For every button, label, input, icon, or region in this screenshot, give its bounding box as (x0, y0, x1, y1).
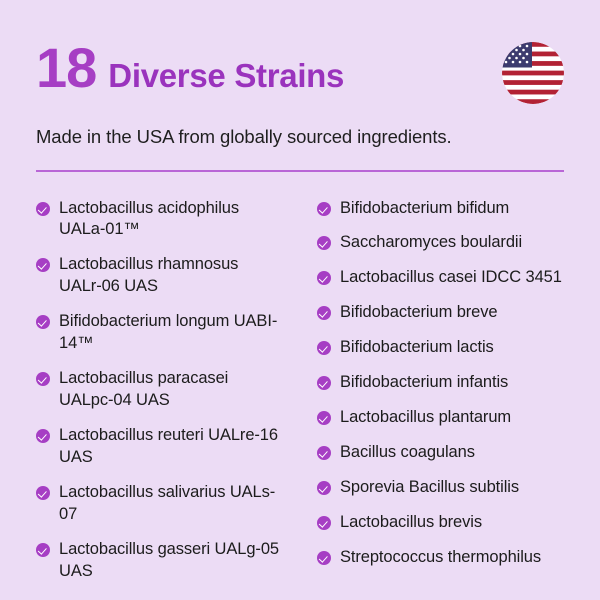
strain-name: Lactobacillus acidophilus UALa-01™ (59, 198, 240, 239)
strain-name: Sporevia Bacillus subtilis (340, 478, 519, 496)
list-item (36, 198, 283, 242)
check-circle-icon (317, 516, 331, 530)
strain-name: Saccharomyces boulardii (340, 233, 523, 252)
check-circle-icon (36, 429, 50, 443)
list-item (317, 267, 564, 289)
list-item (317, 547, 564, 569)
subtitle: Made in the USA from globally sourced ingredients. (36, 126, 452, 147)
strain-name: Bifidobacterium breve (340, 303, 498, 322)
strain-name: Bifidobacterium infantis (340, 373, 509, 392)
list-item (317, 302, 564, 324)
strain-name: Lactobacillus casei IDCC 3451 (340, 268, 562, 287)
card-header (36, 36, 564, 104)
check-circle-icon (317, 551, 331, 565)
list-item (36, 425, 283, 469)
strain-count: 18 (36, 36, 97, 99)
list-item (317, 232, 564, 254)
strain-column-right (307, 198, 564, 596)
check-circle-icon (36, 202, 50, 216)
strain-name: Lactobacillus plantarum (340, 408, 512, 427)
strain-name: Lactobacillus gasseri UALg-05 UAS (59, 539, 279, 580)
divider (36, 170, 564, 172)
list-item (317, 512, 564, 534)
strain-column-left (36, 198, 283, 596)
headline (36, 36, 345, 99)
strain-name: Bifidobacterium longum UABI-14™ (59, 312, 278, 353)
strain-name: Lactobacillus paracasei UALpc-04 UAS (59, 369, 229, 410)
check-circle-icon (36, 543, 50, 557)
check-circle-icon (317, 341, 331, 355)
check-circle-icon (317, 202, 331, 216)
list-item (36, 368, 283, 412)
list-item (317, 442, 564, 464)
list-item (317, 337, 564, 359)
list-item (317, 477, 564, 499)
check-circle-icon (317, 446, 331, 460)
strain-name: Streptococcus thermophilus (340, 547, 541, 566)
strain-name: Bifidobacterium bifidum (340, 198, 510, 217)
check-circle-icon (36, 372, 50, 386)
strain-name: Lactobacillus rhamnosus UALr-06 UAS (59, 255, 239, 296)
check-circle-icon (36, 258, 50, 272)
strain-columns (36, 198, 564, 596)
list-item (317, 372, 564, 394)
check-circle-icon (317, 481, 331, 495)
list-item (36, 311, 283, 355)
strain-name: Bifidobacterium lactis (340, 338, 494, 357)
list-item (317, 198, 564, 220)
check-circle-icon (317, 236, 331, 250)
strain-name: Lactobacillus salivarius UALs-07 (59, 482, 276, 523)
check-circle-icon (36, 486, 50, 500)
list-item (36, 539, 283, 583)
check-circle-icon (317, 271, 331, 285)
check-circle-icon (317, 306, 331, 320)
check-circle-icon (317, 376, 331, 390)
usa-flag-icon (502, 42, 564, 104)
check-circle-icon (36, 315, 50, 329)
list-item (36, 482, 283, 526)
headline-text: Diverse Strains (108, 57, 345, 94)
strain-name: Lactobacillus reuteri UALre-16 UAS (59, 426, 278, 466)
strain-name: Bacillus coagulans (340, 443, 475, 462)
list-item (317, 407, 564, 429)
strain-name: Lactobacillus brevis (340, 512, 482, 531)
list-item (36, 254, 283, 298)
check-circle-icon (317, 411, 331, 425)
